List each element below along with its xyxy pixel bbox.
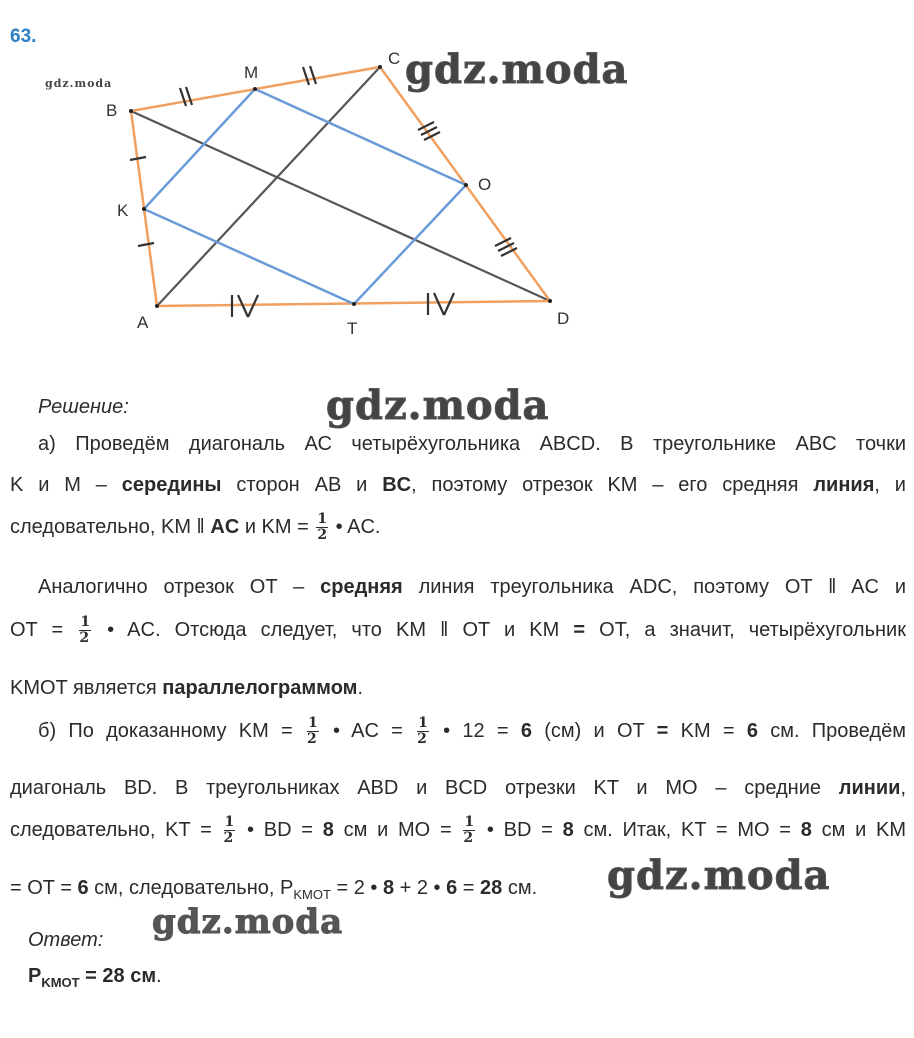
fraction-half: $\frac{1}{2}$ <box>417 715 428 747</box>
solution-label: Решение: <box>38 396 129 418</box>
label-m: M <box>244 63 259 82</box>
label-o: O <box>478 175 492 194</box>
para-c-line2: диагональ BD. В треугольниках ABD и BCD отрезки KT и MO – средние линии, <box>10 777 906 799</box>
label-d: D <box>557 309 570 328</box>
watermark-bottom: gdz.moda <box>152 902 344 942</box>
answer-label: Ответ: <box>28 929 104 951</box>
label-k: K <box>117 201 129 220</box>
label-b: B <box>106 101 118 120</box>
para-b-line3: KMOT является параллелограммом. <box>10 677 364 699</box>
para-a-line2: K и M – середины сторон AB и BC, поэтому отрезок KM – его средняя линия, и <box>10 474 906 496</box>
label-c: C <box>388 49 401 68</box>
answer-value: $P_{KMOT} = 28$ см. <box>28 965 162 990</box>
watermark-middle: gdz.moda <box>326 382 550 429</box>
fraction-half: $\frac{1}{2}$ <box>223 814 235 846</box>
para-a-line1: а) Проведём диагональ АС четырёхугольника ABCD. В треугольнике ABC точки <box>38 433 906 455</box>
watermark-right: gdz.moda <box>607 852 831 899</box>
fraction-half: $\frac{1}{2}$ <box>306 715 318 747</box>
parallelogram-kmot <box>144 89 466 304</box>
watermark-small: gdz.moda <box>45 77 113 90</box>
fraction-half: $\frac{1}{2}$ <box>463 814 475 846</box>
fraction-half: $\frac{1}{2}$ <box>317 511 328 543</box>
para-a-line3: следовательно, KM ǁ AC и KM = $\frac{1}{2}$ • AC. <box>10 511 381 543</box>
para-b-line1: Аналогично отрезок OT – средняя линия треугольника ADC, поэтому OT ǁ AC и <box>38 576 907 598</box>
watermark-top: gdz.moda <box>405 46 629 93</box>
para-b-line2: OT = $\frac{1}{2}$ • AC. Отсюда следует, что KM ǁ OT и KM = OT, а значит, четырёхугольник <box>10 614 906 646</box>
para-c-line3: следовательно, KT = $\frac{1}{2}$ • BD = 8 см и MO = $\frac{1}{2}$ • BD = 8 см. Итак, KT = MO = 8 см и KM <box>10 814 906 846</box>
para-c-line4: = OT = 6 см, следовательно, $P_{KMOT} = 2$ • 8 + 2 • 6 = 28 см. <box>10 877 538 902</box>
problem-number: 63. <box>10 26 37 47</box>
label-t: T <box>347 319 358 338</box>
label-a: A <box>137 313 149 332</box>
diagonal-bd <box>131 111 550 301</box>
para-c-line1: б) По доказанному KM = $\frac{1}{2}$ • AC = $\frac{1}{2}$ • 12 = 6 (см) и OT = KM = 6 см. Проведём <box>38 715 907 747</box>
fraction-half: $\frac{1}{2}$ <box>79 614 91 646</box>
